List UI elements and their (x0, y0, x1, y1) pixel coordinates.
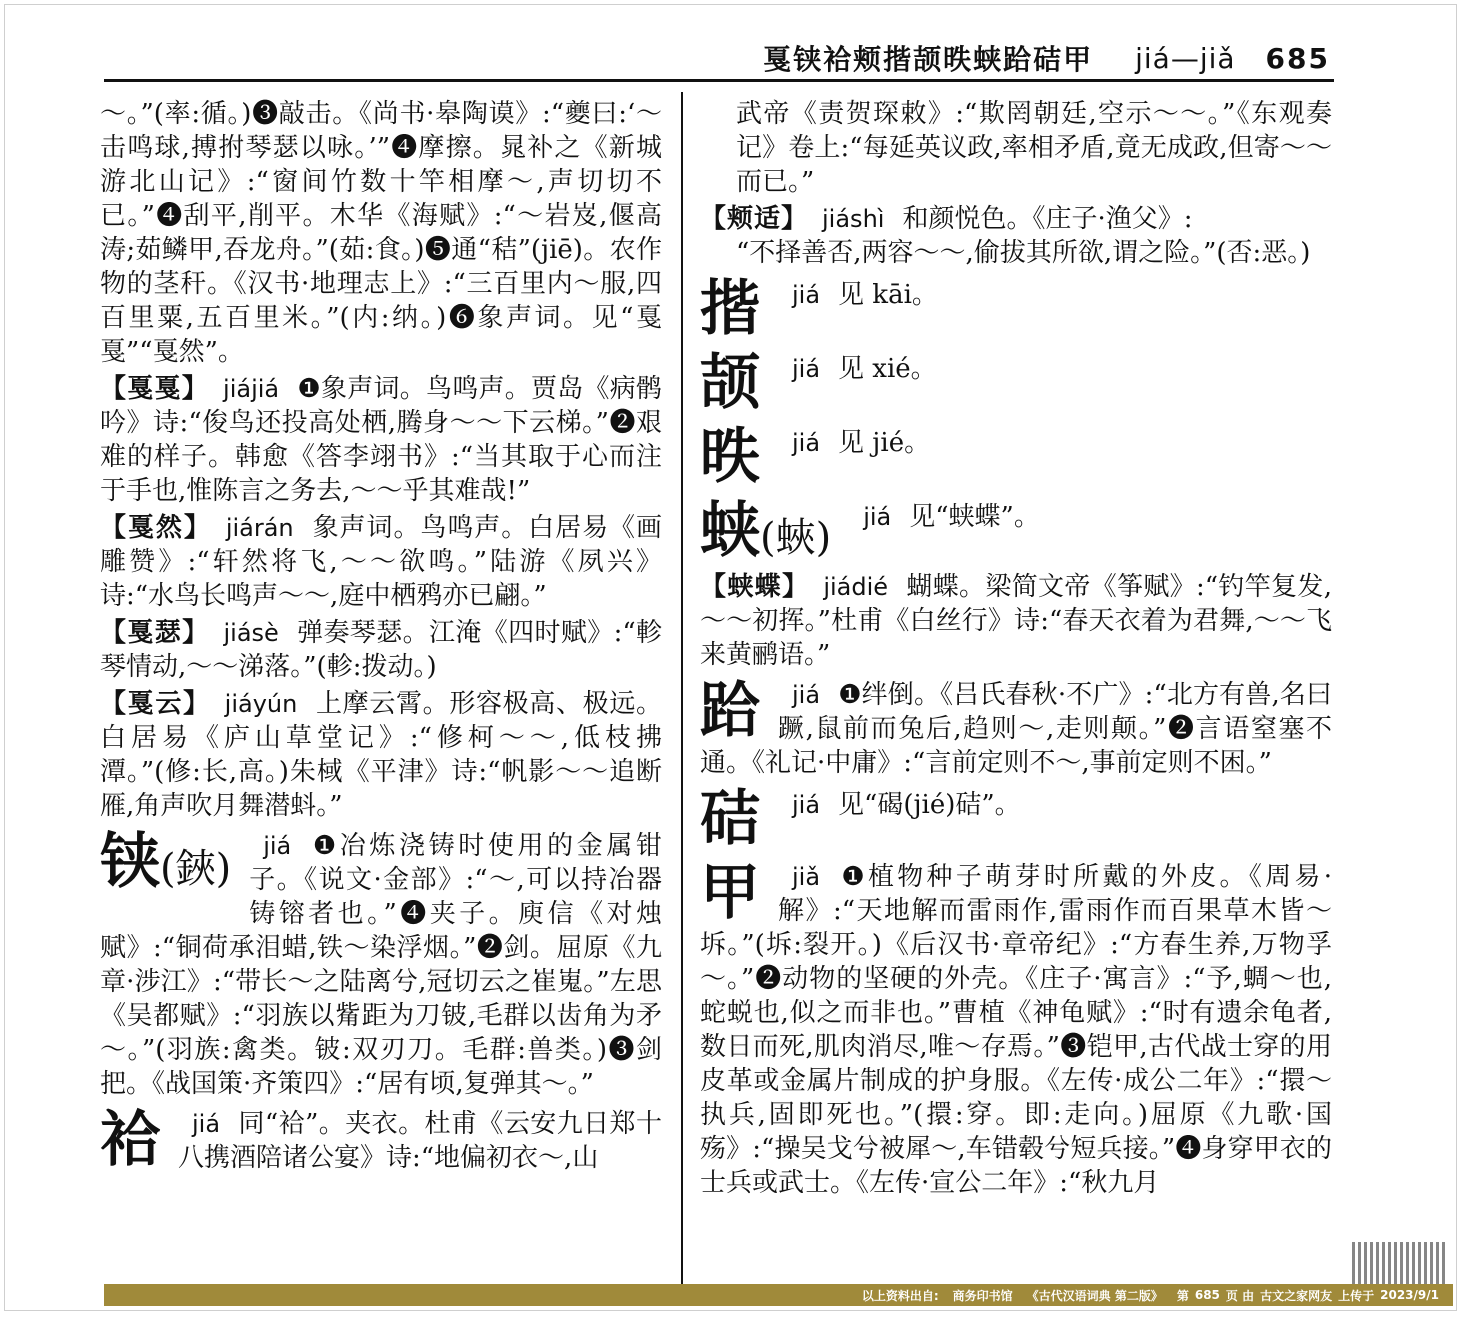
footer-by-label: 页 由 (1225, 1288, 1255, 1303)
headword-pinyin: jiǎ (792, 863, 821, 891)
sub-entry-pinyin: jiájiá (223, 375, 280, 403)
headword (100, 829, 231, 902)
source-footer (104, 1284, 1453, 1306)
sub-entry-term: 【戛瑟】 (100, 618, 210, 648)
headword: 昳 (700, 424, 760, 492)
sub-entry-definition: 蝴蝶。梁简文帝《筝赋》:“钓竿复发,～～初挥。”杜甫《白丝行》诗:“春天衣着为君舞,～～飞来黄鹂语。” (700, 572, 1332, 670)
sub-entry-definition: 弹奏琴瑟。江淹《四时赋》:“軫琴情动,～～涕落。”(軫:拨动。) (100, 618, 662, 682)
headword-pinyin: jiá (792, 791, 821, 819)
sub-entry-term: 【蛱蝶】 (700, 572, 810, 602)
headword-definition: 见“蛱蝶”。 (909, 502, 1040, 532)
sub-entry-pinyin: jiásè (223, 619, 279, 647)
footer-book-title: 《古代汉语词典 第二版》 (1026, 1288, 1163, 1303)
headword-entry (700, 276, 1332, 344)
sub-entry-term: 【戛然】 (100, 513, 212, 543)
headword: 颉 (700, 350, 760, 418)
right-column (700, 97, 1332, 1282)
sub-entry-term: 【戛戛】 (100, 374, 210, 404)
sub-entry-definition: 和颜悦色。《庄子·渔父》: (902, 204, 1193, 234)
sub-entry-term: 【颊适】 (700, 204, 809, 234)
headword-pinyin: jiá (792, 681, 821, 709)
sub-entry-term: 【戛云】 (100, 689, 211, 719)
sub-entry (100, 511, 662, 613)
headword (700, 498, 831, 566)
headword (100, 1107, 160, 1173)
headword-pinyin: jiá (192, 1110, 221, 1138)
page-header (640, 36, 1330, 80)
headword-pinyin: jiá (792, 281, 821, 309)
footer-page-label: 第 (1176, 1288, 1189, 1303)
footer-uploaded-label: 上传于 (1338, 1288, 1375, 1303)
sub-entry-pinyin: jiáyún (224, 690, 298, 718)
headword-entry (700, 424, 1332, 492)
headword: 甲 (700, 860, 760, 928)
headword-char: 袷 (100, 1107, 160, 1175)
footer-source-label: 以上资料出自: (861, 1288, 939, 1303)
sub-entry-definition: 象声词。鸟鸣声。白居易《画雕赞》:“轩然将飞,～～欲鸣。”陆游《夙兴》诗:“水鸟长鸣声～～,庭中栖鸦亦已翩。” (100, 513, 662, 611)
headword-char: 铗 (100, 829, 160, 897)
page-number: 685 (1265, 41, 1330, 75)
headword-definition: ❶冶炼浇铸时使用的金属钳子。《说文·金部》:“～,可以持冶器铸镕者也。”❹夹子。庾信《对烛赋》:“铜荷承泪蜡,铁～染浮烟。”❷剑。屈原《九章·涉江》:“带长～之陆离兮,冠切云之崔嵬。”左思《吴都赋》:“羽族以觜距为刀铍,毛群以齿角为矛～。”(羽族:禽类。铍:双刃刀。毛群:兽类。)❸剑把。《战国策·齐策四》:“居有顷,复弹其～。” (100, 831, 662, 1099)
sub-entry (700, 202, 1332, 270)
sub-entry (700, 570, 1332, 672)
headword-entry (700, 860, 1332, 1200)
headword-char: 蛱 (700, 498, 760, 566)
header-characters: 戛铗袷颊揩颉昳蛱跲硈甲 (763, 43, 1094, 76)
headword: 揩 (700, 276, 760, 344)
headword-entry (700, 678, 1332, 780)
headword-definition: ❶绊倒。《吕氏春秋·不广》:“北方有兽,名曰蹶,鼠前而兔后,趋则～,走则颠。”❷言语窒塞不通。《礼记·中庸》:“言前定则不～,事前定则不困。” (700, 680, 1332, 778)
column-divider (681, 92, 683, 1284)
sub-entry (100, 372, 662, 508)
header-rule (104, 79, 1334, 82)
sub-entry-definition: 上摩云霄。形容极高、极远。白居易《庐山草堂记》:“修柯～～,低枝拂潭。”(修:长,高。)朱棫《平津》诗:“帆影～～追断雁,角声吹月舞潜蚪。” (100, 689, 662, 821)
sub-entry-pinyin: jiáshì (822, 205, 885, 233)
header-pinyin-range: jiá—jiǎ (1135, 41, 1236, 75)
headword-entry (100, 829, 662, 1101)
headword: 跲 (700, 678, 760, 746)
headword-entry (700, 350, 1332, 418)
footer-page-number: 685 (1194, 1288, 1220, 1302)
headword: 硈 (700, 786, 760, 854)
left-column (100, 97, 662, 1282)
sub-entry-definition-cont: “不择善否,两容～～,偷拔其所欲,谓之险。”(否:恶。) (736, 238, 1311, 268)
footer-site-link[interactable]: 古文之家网友 (1260, 1288, 1333, 1303)
headword-definition: 见 xié。 (838, 354, 937, 384)
sub-entry-pinyin: jiádié (823, 573, 889, 601)
headword-variant: (鋏) (160, 846, 232, 892)
headword-variant: (蛺) (760, 515, 832, 561)
headword-definition: 见“碣(jié)硈”。 (838, 790, 1021, 820)
sub-entry-definition: ❶象声词。鸟鸣声。贾岛《病鹘吟》诗:“俊鸟还投高处栖,腾身～～下云梯。”❷艰难的样子。韩愈《答李翊书》:“当其取于心而注于手也,惟陈言之务去,～～乎其难哉!” (100, 374, 662, 506)
sub-entry-pinyin: jiárán (225, 514, 294, 542)
sub-entry (100, 616, 662, 684)
headword-definition: 见 jié。 (838, 428, 931, 458)
continued-text: ～。”(率:循。)❸敲击。《尚书·皋陶谟》:“夔曰:‘～击鸣球,搏拊琴瑟以咏。’”❹摩擦。晁补之《新城游北山记》:“窗间竹数十竿相摩～,声切切不已。”❹刮平,削平。木华《海赋》:“～岩岌,偃高涛;茹鳞甲,吞龙舟。”(茹:食。)❺通“秸”(jiē)。农作物的茎秆。《汉书·地理志上》:“三百里内～服,四百里粟,五百里米。”(内:纳。)❻象声词。见“戛戛”“戛然”。 (100, 99, 662, 367)
headword-pinyin: jiá (863, 503, 892, 531)
headword-pinyin: jiá (792, 429, 821, 457)
scan-artifact (1352, 1242, 1446, 1284)
headword-definition: ❶植物种子萌芽时所戴的外皮。《周易·解》:“天地解而雷雨作,雷雨作而百果草木皆～坼。”(坼:裂开。)《后汉书·章帝纪》:“方春生养,万物孚～。”❷动物的坚硬的外壳。《庄子·寓言》:“予,蜩～也,蛇蜕也,似之而非也。”曹植《神龟赋》:“时有遗余龟者,数日而死,肌肉消尽,唯～存焉。”❸铠甲,古代战士穿的用皮革或金属片制成的护身服。《左传·成公二年》:“擐～执兵,固即死也。”(擐:穿。即:走向。)屈原《九歌·国殇》:“操吴戈兮被犀～,车错毂兮短兵接。”❹身穿甲衣的士兵或武士。《左传·宣公二年》:“秋九月 (700, 862, 1332, 1198)
headword-definition: 同“袷”。夹衣。杜甫《云安九日郑十八携酒陪诸公宴》诗:“地偏初衣～,山 (178, 1109, 662, 1173)
headword-entry (700, 786, 1332, 854)
headword-entry (100, 1107, 662, 1175)
footer-publisher: 商务印书馆 (952, 1288, 1013, 1303)
headword-definition: 见 kāi。 (838, 280, 938, 310)
headword-pinyin: jiá (263, 832, 292, 860)
headword-pinyin: jiá (792, 355, 821, 383)
continued-text: 武帝《责贺琛敕》:“欺罔朝廷,空示～～。”《东观奏记》卷上:“每延英议政,率相矛盾,竟无成政,但寄～～而已。” (736, 99, 1332, 197)
headword-entry (700, 498, 1332, 566)
sub-entry (100, 687, 662, 823)
footer-date: 2023/9/1 (1380, 1288, 1439, 1302)
